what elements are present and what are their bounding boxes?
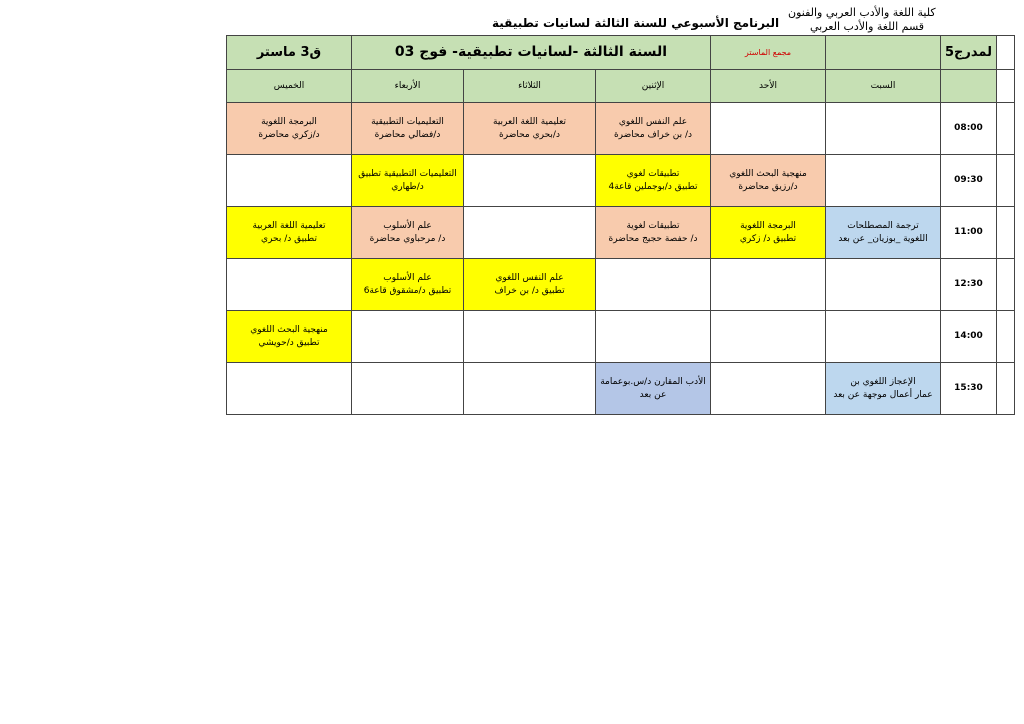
row-margin-cell <box>997 311 1015 363</box>
course-cell <box>352 155 464 207</box>
course-cell <box>596 103 711 155</box>
course-cell <box>711 103 826 155</box>
day-header: الثلاثاء <box>464 70 596 103</box>
time-label: 09:30 <box>941 155 997 207</box>
course-name: تطبيقات لغوية <box>626 220 680 231</box>
course-detail: عمار أعمال موجهة عن بعد <box>833 389 933 400</box>
day-header: الأربعاء <box>352 70 464 103</box>
course-cell <box>352 363 464 415</box>
course-detail: د/زكري محاضرة <box>258 129 320 140</box>
course-name: منهجية البحث اللغوي <box>729 168 807 179</box>
course-cell <box>826 155 941 207</box>
course-name: تطبيقات لغوي <box>626 168 680 179</box>
course-detail: د/فضالي محاضرة <box>374 129 441 140</box>
faculty-name: كلية اللغة والأدب العربي والفنون <box>788 6 936 19</box>
course-cell <box>711 207 826 259</box>
course-cell <box>711 259 826 311</box>
course-detail: د/بحري محاضرة <box>499 129 560 140</box>
course-cell <box>464 207 596 259</box>
course-name: علم النفس اللغوي <box>495 272 564 283</box>
course-detail: تطبيق د/مشقوق قاعة6 <box>363 285 452 296</box>
course-detail: تطبيق د/حويشي <box>258 337 320 348</box>
master-room-label: ق3 ماستر <box>227 36 352 70</box>
course-cell <box>826 363 941 415</box>
course-cell <box>826 207 941 259</box>
row-margin-cell <box>997 207 1015 259</box>
time-label: 14:00 <box>941 311 997 363</box>
course-detail: د/ مرحباوي محاضرة <box>369 233 446 244</box>
department-name: قسم اللغة والأدب العربي <box>810 20 925 33</box>
course-detail: اللغوية _بوزيان_ عن بعد <box>838 233 928 244</box>
time-slot-row <box>227 155 1015 207</box>
course-detail: تطبيق د/ بن خراف <box>494 285 565 296</box>
course-cell <box>227 363 352 415</box>
course-name: التعليميات التطبيقية <box>371 116 444 127</box>
schedule-title: البرنامج الأسبوعي للسنة الثالثة لسانيات تطبيقية <box>492 16 780 30</box>
corner-cell <box>997 70 1015 103</box>
course-detail: د/رزيق محاضرة <box>738 181 798 192</box>
course-name: التعليميات التطبيقية تطبيق <box>358 168 457 179</box>
course-cell <box>596 259 711 311</box>
course-cell <box>596 207 711 259</box>
time-label: 08:00 <box>941 103 997 155</box>
day-header: الإثنين <box>596 70 711 103</box>
course-cell <box>352 103 464 155</box>
course-cell <box>464 155 596 207</box>
day-header: الخميس <box>227 70 352 103</box>
course-detail: تطبيق د/ زكري <box>739 233 797 244</box>
course-name: تعليمية اللغة العربية <box>252 220 326 231</box>
course-cell <box>352 207 464 259</box>
time-header-cell <box>941 70 997 103</box>
master-hub-label: مجمع الماستر <box>711 36 826 70</box>
course-name: الإعجاز اللغوي بن <box>850 376 916 387</box>
course-cell <box>596 155 711 207</box>
course-name: الأدب المقارن د/س.بوعمامة <box>600 376 706 387</box>
time-label: 12:30 <box>941 259 997 311</box>
group-title: السنة الثالثة -لسانيات تطبيقية- فوج 03 <box>352 36 711 70</box>
course-name: ترجمة المصطلحات <box>847 220 919 231</box>
course-cell <box>227 207 352 259</box>
course-cell <box>464 259 596 311</box>
corner-cell <box>997 36 1015 70</box>
course-name: علم الأسلوب <box>383 220 432 231</box>
course-cell <box>711 363 826 415</box>
course-detail: تطبيق د/ بحري <box>261 233 317 244</box>
course-detail: د/ بن خراف محاضرة <box>613 129 693 140</box>
course-name: منهجية البحث اللغوي <box>250 324 328 335</box>
course-detail: تطبيق د/بوجملين قاعة4 <box>608 181 698 192</box>
course-cell <box>352 311 464 363</box>
empty-header-cell <box>826 36 941 70</box>
course-detail: د/ حفصة حجيج محاضرة <box>608 233 698 244</box>
course-name: علم النفس اللغوي <box>618 116 688 127</box>
row-margin-cell <box>997 259 1015 311</box>
row-margin-cell <box>997 155 1015 207</box>
course-cell <box>464 311 596 363</box>
course-cell <box>464 103 596 155</box>
day-header: السبت <box>826 70 941 103</box>
time-slot-row <box>227 363 1015 415</box>
course-cell <box>352 259 464 311</box>
time-slot-row <box>227 103 1015 155</box>
course-cell <box>464 363 596 415</box>
course-cell <box>711 311 826 363</box>
time-label: 11:00 <box>941 207 997 259</box>
course-detail: د/طهاري <box>391 181 424 192</box>
time-slot-row <box>227 207 1015 259</box>
course-cell <box>826 259 941 311</box>
course-cell <box>227 311 352 363</box>
schedule-table <box>226 35 1015 415</box>
course-cell <box>826 311 941 363</box>
time-label: 15:30 <box>941 363 997 415</box>
course-cell <box>227 103 352 155</box>
day-header: الأحد <box>711 70 826 103</box>
time-slot-row <box>227 259 1015 311</box>
course-cell <box>711 155 826 207</box>
time-slot-row <box>227 311 1015 363</box>
course-cell <box>227 155 352 207</box>
course-name: تعليمية اللغة العربية <box>493 116 566 127</box>
course-cell <box>596 363 711 415</box>
course-detail: عن بعد <box>639 389 667 400</box>
course-name: البرمجة اللغوية <box>740 220 796 231</box>
course-cell <box>596 311 711 363</box>
row-margin-cell <box>997 103 1015 155</box>
course-cell <box>227 259 352 311</box>
course-name: البرمجة اللغوية <box>261 116 317 127</box>
row-margin-cell <box>997 363 1015 415</box>
course-cell <box>826 103 941 155</box>
course-name: علم الأسلوب <box>383 272 432 283</box>
amphi-label: لمدرج5 <box>941 36 997 70</box>
